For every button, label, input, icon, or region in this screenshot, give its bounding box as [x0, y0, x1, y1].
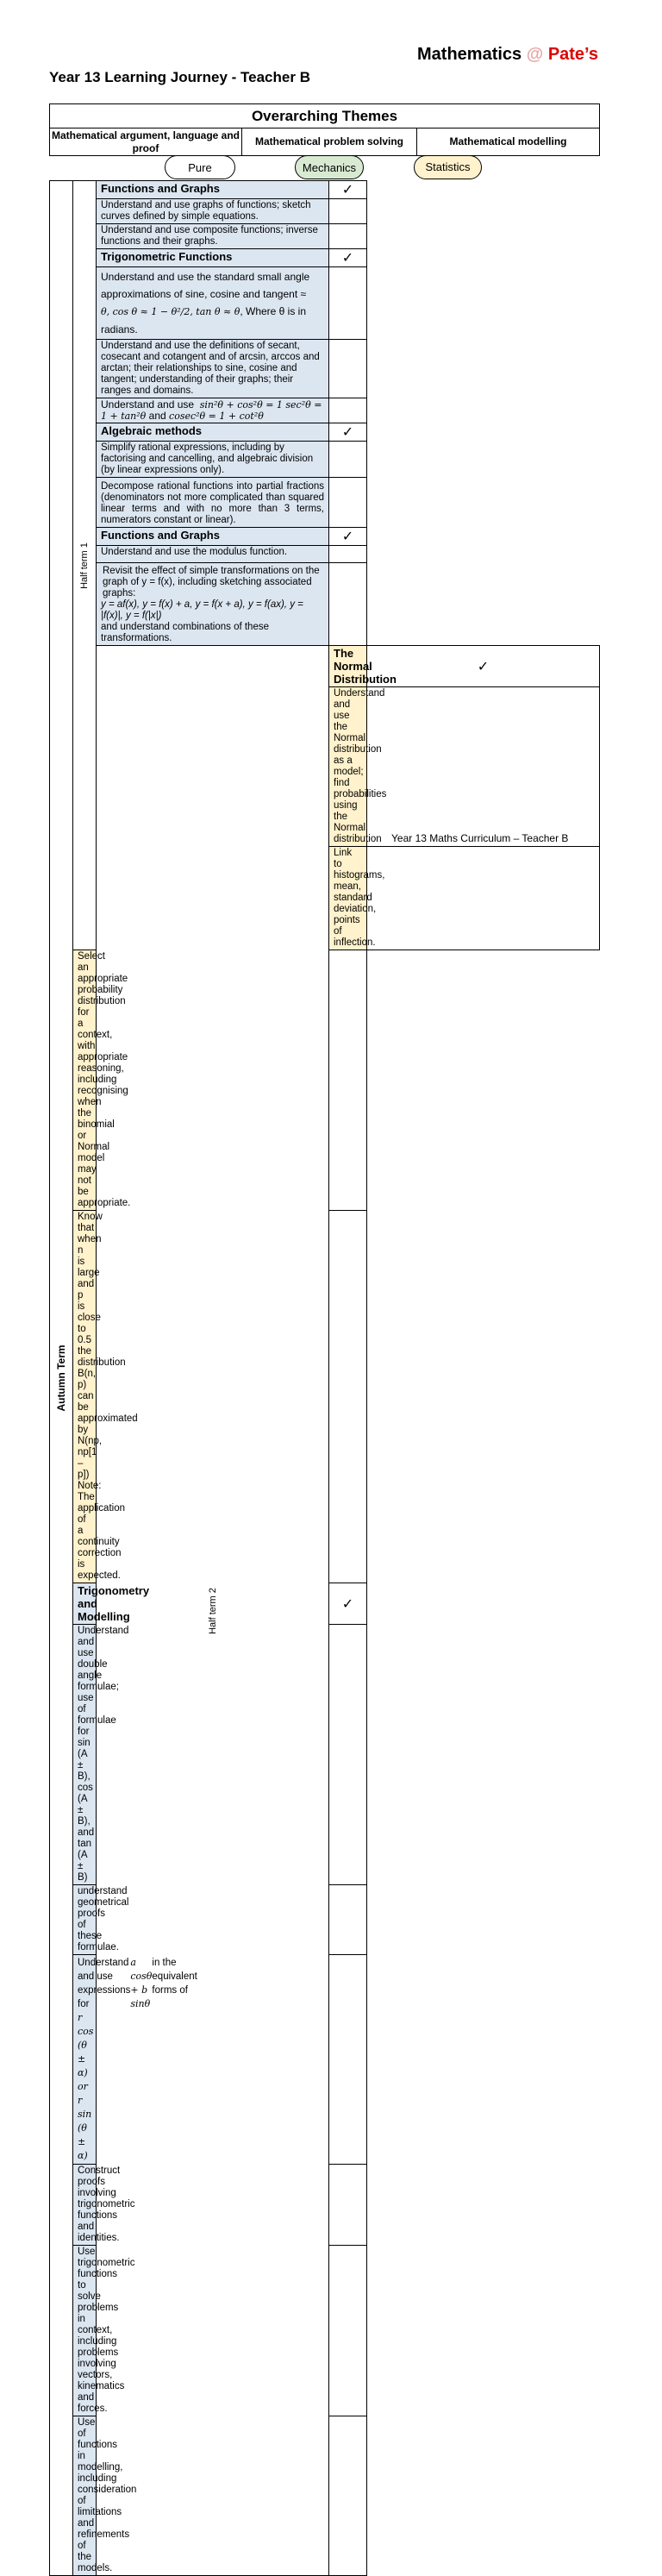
objective-text: Revisit the effect of simple transformations on the graph of y = f(x), including sketching associated graphs:: [103, 566, 320, 599]
objective-text: Understand and use the standard small angle approximations of sine, cosine and tangent ≈: [101, 271, 310, 300]
brand-title: [417, 45, 598, 65]
term-label: Autumn Term: [55, 1344, 67, 1412]
tick-mark: ✓: [329, 249, 367, 267]
strand-pure: Pure: [165, 155, 235, 179]
objective: [97, 267, 329, 340]
learning-journey-table: [49, 180, 600, 2576]
strand-mechanics: Mechanics: [295, 155, 364, 179]
objective-math: r cos (θ ± α) or r sin (θ ± α): [78, 2012, 94, 2161]
objective-text: y = af(x), y = f(x) + a, y = f(x + a), y = f(ax), y = |f(x)|, y = f(|x|): [101, 599, 303, 621]
brand-at: @: [526, 45, 544, 64]
objective: Understand and use composite functions; inverse functions and their graphs.: [97, 224, 329, 249]
objective: Simplify rational expressions, including by factorising and cancelling, and algebraic division (by linear expressions only).: [97, 442, 329, 478]
objective-text: Know that when n is large and p is close to 0.5 the distribution B(n, p) can be approximated by N(np, np[1 – p]): [78, 1212, 138, 1480]
objective-math: θ, cos θ ≈ 1 − θ²/2, tan θ ≈ θ: [101, 306, 240, 317]
objective-math: sin²θ + cos²θ = 1 sec²θ = 1 + tan²θ: [101, 399, 322, 422]
half-term-2-cell: [97, 646, 329, 2576]
topic-heading: The Normal Distribution: [329, 646, 367, 687]
tick-mark: ✓: [329, 1583, 367, 1625]
objective: Understand and use the definitions of secant, cosecant and cotangent and of arcsin, arccos and arctan; their relationships to sine, cosine and tangent; understanding of their graphs; their ranges and domains.: [97, 340, 329, 398]
theme-argument: Mathematical argument, language and proof: [50, 128, 242, 156]
objective: Select an appropriate probability distribution for a context, with appropriate reasoning, including recognising when the binomial or Normal model may not be appropriate.: [73, 950, 97, 1211]
objective-math: a cosθ + b sinθ: [130, 1957, 153, 2009]
objective-text: and understand combinations of these transformations.: [101, 622, 269, 643]
theme-modelling: Mathematical modelling: [417, 128, 600, 156]
page-title: Year 13 Learning Journey - Teacher B: [49, 69, 310, 85]
themes-title: Overarching Themes: [50, 104, 600, 128]
topic-heading: Algebraic methods: [97, 423, 329, 442]
tick-mark: ✓: [329, 181, 367, 199]
tick-mark: ✓: [367, 646, 600, 687]
brand-school: Pate’s: [547, 45, 598, 64]
theme-problem-solving: Mathematical problem solving: [242, 128, 417, 156]
objective: [73, 1955, 197, 2165]
themes-table: [49, 103, 600, 156]
footer: Year 13 Maths Curriculum – Teacher B: [391, 832, 569, 844]
objective: Link to histograms, mean, standard deviation, points of inflection.: [329, 847, 367, 950]
tick-mark: ✓: [329, 528, 367, 546]
objective-line: [78, 1956, 197, 2011]
topic-heading: Functions and Graphs: [97, 528, 329, 546]
half-term-1-cell: [73, 181, 97, 950]
objective: [97, 398, 329, 423]
tick-mark: ✓: [329, 423, 367, 442]
objective-text: in the equivalent forms of: [152, 1958, 197, 1996]
objective: Understand and use double angle formulae; use of formulae for sin (A ± B), cos (A ± B), and tan (A ± B): [73, 1625, 97, 1885]
objective: Use of functions in modelling, including consideration of limitations and refinements of the models.: [73, 2416, 97, 2576]
topic-heading: Trigonometric Functions: [97, 249, 329, 267]
half-term-2-label: Half term 2: [207, 1587, 218, 1634]
objective: Understand and use the Normal distribution as a model; find probabilities using the Normal distribution: [329, 687, 367, 847]
objective: Understand and use graphs of functions; sketch curves defined by simple equations.: [97, 199, 329, 224]
half-term-1-label: Half term 1: [79, 542, 90, 589]
objective: Decompose rational functions into partial fractions (denominators not more complicated than squared linear terms and with no more than 3 terms, numerators constant or linear).: [97, 478, 329, 528]
objective: Use trigonometric functions to solve problems in context, including problems involving vectors, kinematics and forces.: [73, 2246, 97, 2416]
objective: understand geometrical proofs of these formulae.: [73, 1885, 97, 1955]
objective-math: cosec²θ = 1 + cot²θ: [169, 411, 264, 422]
objective: [97, 563, 329, 646]
term-cell: [50, 181, 73, 2576]
objective: [73, 1211, 138, 1583]
objective: Understand and use the modulus function.: [97, 546, 329, 563]
objective-text: Note: The application of a continuity correction is expected.: [78, 1481, 125, 1581]
objective-text: and: [148, 410, 166, 422]
topic-heading: Trigonometry and Modelling: [73, 1583, 97, 1625]
topic-heading: Functions and Graphs: [97, 181, 329, 199]
objective-text: Understand and use expressions for: [78, 1958, 131, 2009]
objective: Construct proofs involving trigonometric functions and identities.: [73, 2165, 97, 2246]
objective-text: , Where θ is in radians.: [101, 305, 307, 335]
brand-name: Mathematics: [417, 45, 522, 64]
strand-statistics: Statistics: [414, 155, 482, 179]
objective-text: Understand and use: [101, 398, 195, 411]
